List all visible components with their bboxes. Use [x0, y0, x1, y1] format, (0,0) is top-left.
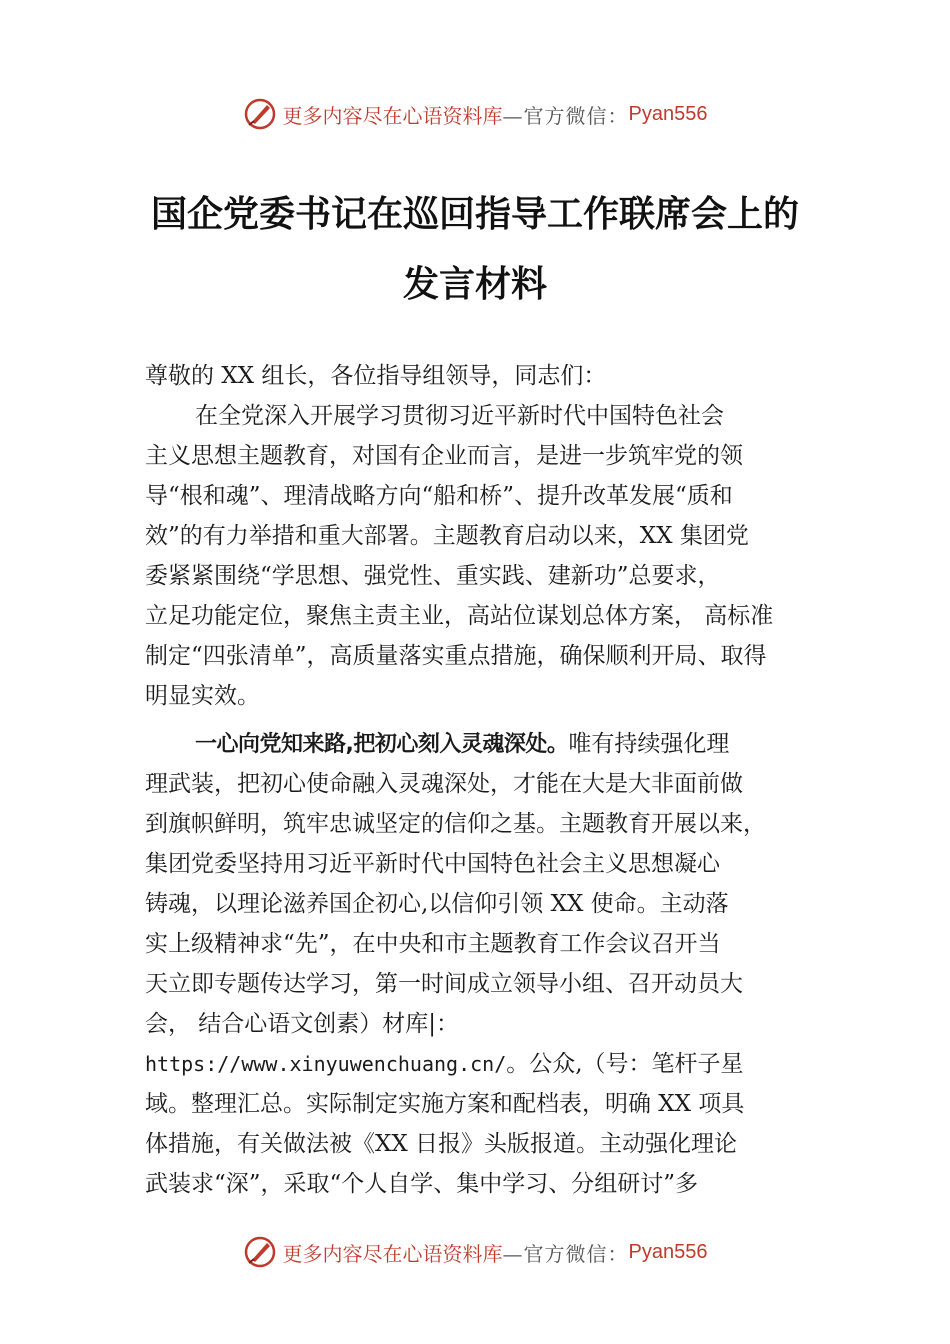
quill-logo-icon [243, 97, 277, 131]
banner-wechat-id: Pyan556 [628, 102, 708, 125]
website-url: https://www.xinyuwenchuang.cn/ [145, 1052, 507, 1076]
banner-wechat-id: Pyan556 [628, 1240, 708, 1263]
paragraph-line: 到旗帜鲜明，筑牢忠诚坚定的信仰之基。主题教育开展以来， [145, 811, 766, 837]
paragraph-line: 武装求“深”，采取“个人自学、集中学习、分组研讨”多 [145, 1171, 699, 1197]
header-watermark-banner [0, 94, 950, 134]
document-title-line2: 发言材料 [402, 263, 547, 305]
paragraph-line: 委紧紧围绕“学思想、强党性、重实践、建新功”总要求， [145, 563, 721, 589]
banner-text-gray: —官方微信： [502, 1241, 629, 1266]
section-heading-bold: 一心向党知来路,把初心刻入灵魂深处。 [195, 732, 569, 757]
paragraph-line: 在全党深入开展学习贯彻习近平新时代中国特色社会 [195, 403, 724, 429]
banner-text-red: 更多内容尽在心语资料库 [282, 1241, 503, 1266]
section-lead-tail: 唯有持续强化理 [568, 731, 730, 757]
document-body [145, 356, 825, 1204]
paragraph-line: 理武装，把初心使命融入灵魂深处，才能在大是大非面前做 [145, 771, 743, 797]
paragraph-line: 明显实效。 [145, 683, 260, 709]
paragraph-line: 天立即专题传达学习，第一时间成立领导小组、召开动员大 [145, 971, 743, 997]
paragraph-line: 集团党委坚持用习近平新时代中国特色社会主义思想凝心 [145, 851, 720, 877]
url-line-tail: 。公众,（号：笔杆子星 [506, 1051, 744, 1077]
document-title-line1: 国企党委书记在巡回指导工作联席会上的 [150, 193, 799, 235]
paragraph-line: 制定“四张清单”，高质量落实重点措施，确保顺利开局、取得 [145, 643, 767, 669]
banner-text-red: 更多内容尽在心语资料库 [282, 103, 503, 128]
banner-text-gray: —官方微信： [502, 103, 629, 128]
section-lead-line [145, 724, 825, 764]
paragraph-line: 导“根和魂”、理清战略方向“船和桥”、提升改革发展“质和 [145, 483, 733, 509]
quill-logo-icon [243, 1235, 277, 1269]
paragraph-line: 主义思想主题教育，对国有企业而言，是进一步筑牢党的领 [145, 443, 743, 469]
paragraph-line: 实上级精神求“先”，在中央和市主题教育工作会议召开当 [145, 931, 721, 957]
paragraph-line: 铸魂，以理论滋养国企初心,以信仰引领 XX 使命。主动落 [145, 891, 729, 917]
paragraph-line: 会， 结合心语文创素）材库|： [145, 1011, 460, 1037]
footer-watermark-banner [0, 1232, 950, 1272]
paragraph-line: 域。整理汇总。实际制定实施方案和配档表，明确 XX 项具 [145, 1091, 745, 1117]
salutation: 尊敬的 XX 组长，各位指导组领导，同志们： [145, 363, 607, 389]
paragraph-line: 立足功能定位，聚焦主责主业，高站位谋划总体方案， 高标准 [145, 603, 774, 629]
paragraph-line: 效”的有力举措和重大部署。主题教育启动以来，XX 集团党 [145, 523, 749, 549]
paragraph-line: 体措施，有关做法被《XX 日报》头版报道。主动强化理论 [145, 1131, 738, 1157]
url-line [145, 1044, 825, 1084]
